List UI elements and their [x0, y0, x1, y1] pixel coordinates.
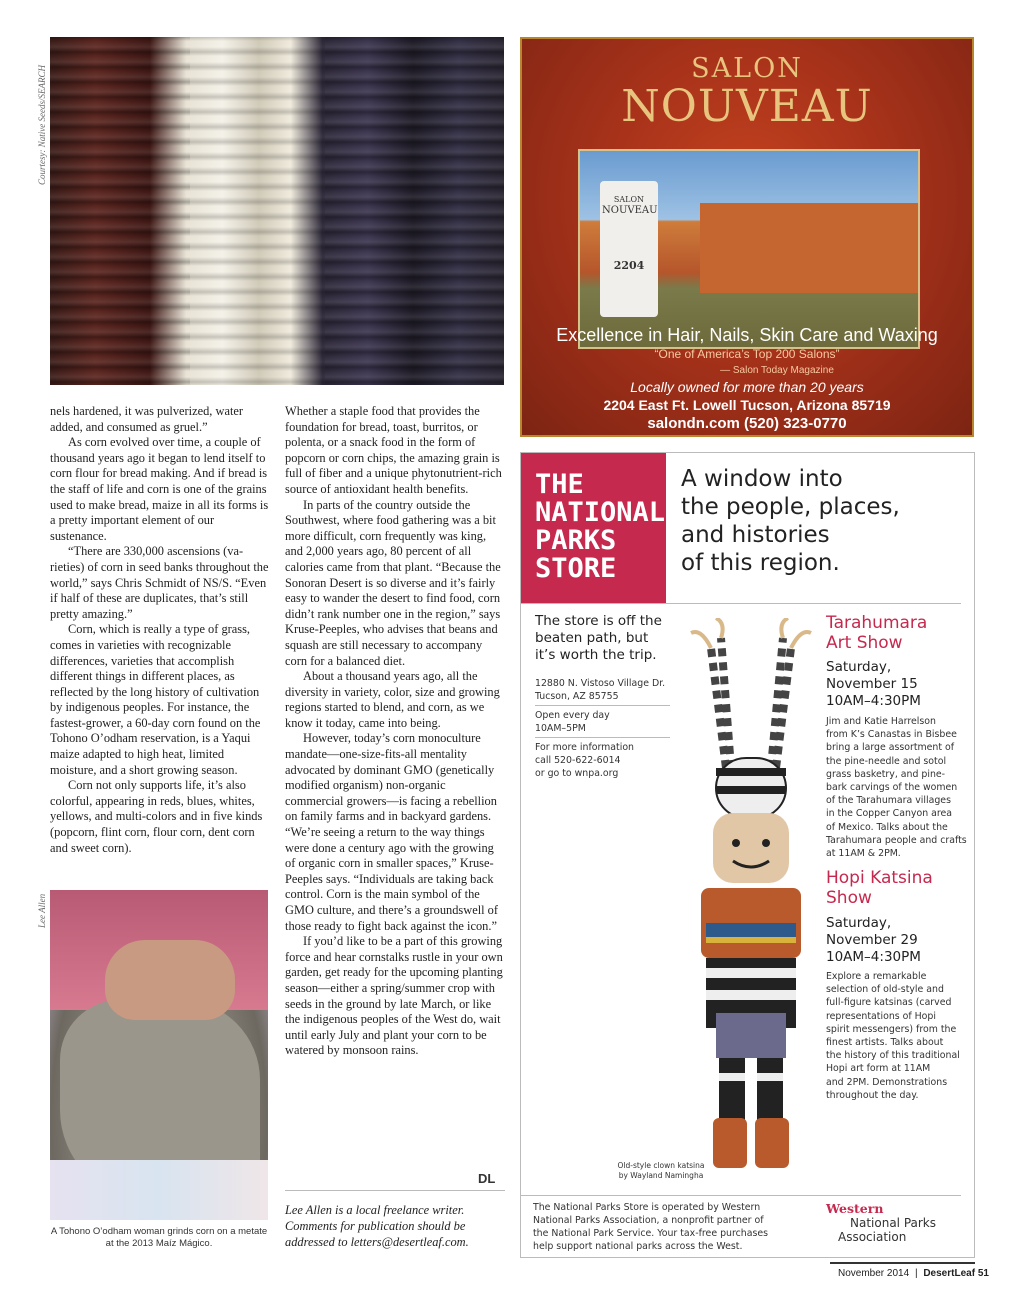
- salon-address: 2204 East Ft. Lowell Tucson, Arizona 85719: [603, 397, 891, 413]
- article-paragraph: If you’d like to be a part of this growing force and hear cornstalks rustle in your own garden, get ready for the upcoming planting season—either a spring/summer crop with seeds in the ground by late March, or like the indigenous peoples of the West do, wait until early July and plant your corn to be watered by monsoon rains.: [285, 934, 503, 1058]
- salon-sign-line2: NOUVEAU: [602, 205, 658, 216]
- nps-logo-line: STORE: [535, 553, 617, 584]
- clown-katsina-figure: [671, 618, 831, 1178]
- article-column-2: [285, 404, 505, 1059]
- corn-photo: [50, 37, 504, 385]
- author-byline: Lee Allen is a local freelance writer. Comments for publication should be addressed to letters@desertleaf.com.: [285, 1203, 469, 1249]
- event-date-hopi-katsina: Saturday, November 29 10AM–4:30PM: [826, 915, 921, 965]
- nps-intro: The store is off the beaten path, but it’s worth the trip.: [535, 613, 662, 663]
- article-paragraph: Corn, which is really a type of grass, comes in varieties with recognizable differences, varieties that accomplish different things in different places, as reflected by the long history of cultivation by indigenous peoples. For instance, the fastest-grower, a 60-day corn found on the Tohono O’odham reservation, is a Yaqui maize adapted to high heat, limited moisture, and a short growing season.: [50, 622, 261, 777]
- nps-logo-line: NATIONAL: [535, 497, 666, 528]
- nps-logo-line: THE: [535, 469, 584, 500]
- article-paragraph: “There are 330,000 ascensions (varieties) of corn in seed banks throughout the world,” says Chris Schmidt of NS/S. “Even if half of these are duplicates, that’s still pretty amazing.”: [50, 544, 269, 621]
- article-column-1: [50, 404, 270, 856]
- wnpa-logo: Western National Parks Association: [826, 1201, 937, 1244]
- article-paragraph: Whether a staple food that provides the foundation for bread, toast, burritos, or polenta, or a snack food in the form of popcorn or corn chips, the amazing grain is full of fiber and a unique phytonutrient-rich source of antioxidant health benefits.: [285, 404, 502, 496]
- metate-caption: A Tohono O’odham woman grinds corn on a metate at the 2013 Maíz Mágico.: [50, 1226, 268, 1249]
- article-paragraph: In parts of the country outside the Southwest, where food gathering was a bit more difficult, corn frequently was king, and 2,000 years ago, 80 percent of all calories came from that plant. “Because the Sonoran Desert is so diverse and it’s fairly easy to wander the desert to find food, corn didn’t rank number one in the region,” says Kruse-Peeples, who advises that beans and squash are still necessary to accompany corn for a balanced diet.: [285, 497, 501, 668]
- folio-separator: |: [914, 1268, 918, 1279]
- salon-sign-number: 2204: [613, 259, 645, 272]
- article-paragraph: Corn not only supports life, it’s also colorful, appearing in reds, blues, whites, yellows, and multi-colors and in five kinds (popcorn, flint corn, flour corn, dent corn and sweet corn).: [50, 778, 263, 855]
- metate-photo-credit: Lee Allen: [37, 893, 47, 928]
- salon-contact: salondn.com (520) 323-0770: [647, 415, 847, 432]
- salon-building-photo: [578, 149, 920, 349]
- event-desc-tarahumara: Jim and Katie Harrelson from K’s Canastas in Bisbee bring a large assortment of the pine-needle and sotol grass basketry, and pine- bark carvings of the women of the Tarahumara villages in the Copper Canyon area of Mexico. Talks about the Tarahumara people and crafts at 11AM & 2PM.: [826, 716, 967, 860]
- event-date-tarahumara: Saturday, November 15 10AM–4:30PM: [826, 659, 921, 709]
- article-paragraph: nels hardened, it was pulverized, water added, and consumed as gruel.”: [50, 404, 244, 434]
- nps-footer-text: The National Parks Store is operated by Western National Parks Association, a nonprofit partner of the National Park Service. Your tax-free purchases help support national parks across the West.: [533, 1202, 768, 1252]
- salon-quote-source: — Salon Today Magazine: [720, 365, 834, 376]
- nps-info: For more information call 520-622-6014 or go to wnpa.org: [535, 742, 634, 779]
- national-parks-store-logo: [521, 453, 666, 603]
- end-mark: DL: [478, 1171, 496, 1186]
- event-title-tarahumara: Tarahumara Art Show: [826, 613, 928, 653]
- national-parks-store-ad: [520, 452, 975, 1258]
- folio-date: November 2014: [838, 1268, 910, 1279]
- event-title-hopi-katsina: Hopi Katsina Show: [826, 868, 933, 908]
- folio-page-number: 51: [977, 1268, 989, 1279]
- page-folio: [838, 1268, 989, 1279]
- salon-headline: Excellence in Hair, Nails, Skin Care and Waxing: [556, 325, 938, 345]
- folio-magazine: DesertLeaf: [923, 1268, 976, 1279]
- metate-photo: [50, 890, 268, 1220]
- salon-sign-line1: SALON: [613, 195, 645, 204]
- article-paragraph: As corn evolved over time, a couple of thousand years ago it began to lend itself to corn flour for bread making. And if bread is the staff of life and corn is one of the grains used to make bread, maize in all its forms is a pretty important element of our sustenance.: [50, 435, 269, 543]
- salon-nouveau-ad: [520, 37, 974, 437]
- katsina-caption: Old-style clown katsina by Wayland Namingha: [617, 1161, 705, 1180]
- event-desc-hopi-katsina: Explore a remarkable selection of old-style and full-figure katsinas (carved representations of Hopi spirit messengers) from the finest artists. Talks about the history of this traditional Hopi art form at 11AM and 2PM. Demonstrations throughout the day.: [826, 971, 960, 1101]
- folio-rule: [830, 1262, 975, 1264]
- salon-locally-owned: Locally owned for more than 20 years: [630, 379, 864, 395]
- article-paragraph: However, today’s corn monoculture mandate—one-size-fits-all mentality advocated by dominant GMO (genetically modified organism) non-organic commercial growers—is facing a rebellion on family farms and in backyard gardens. “We’re seeing a return to the way things were done a century ago with the growing of organic corn in smaller spaces,” Kruse-Peeples says. “Individuals are taking back control. Corn is the main symbol of the GMO culture, and there’s a groundswell of those ready to fight back against the icon.”: [285, 731, 498, 933]
- nps-logo-line: PARKS: [535, 525, 617, 556]
- nps-tagline: A window into the people, places, and histories of this region.: [681, 466, 900, 576]
- nps-address: 12880 N. Vistoso Village Dr. Tucson, AZ 85755: [535, 678, 666, 702]
- corn-photo-credit: Courtesy: Native Seeds/SEARCH: [37, 65, 47, 185]
- nps-hours: Open every day 10AM–5PM: [535, 710, 610, 734]
- salon-quote: “One of America’s Top 200 Salons”: [654, 347, 840, 361]
- article-paragraph: About a thousand years ago, all the diversity in variety, color, size and growing regions started to blend, and corn, as we know it today, came into being.: [285, 669, 500, 730]
- salon-logo-line2: NOUVEAU: [621, 81, 873, 132]
- salon-logo-line1: SALON: [691, 53, 803, 84]
